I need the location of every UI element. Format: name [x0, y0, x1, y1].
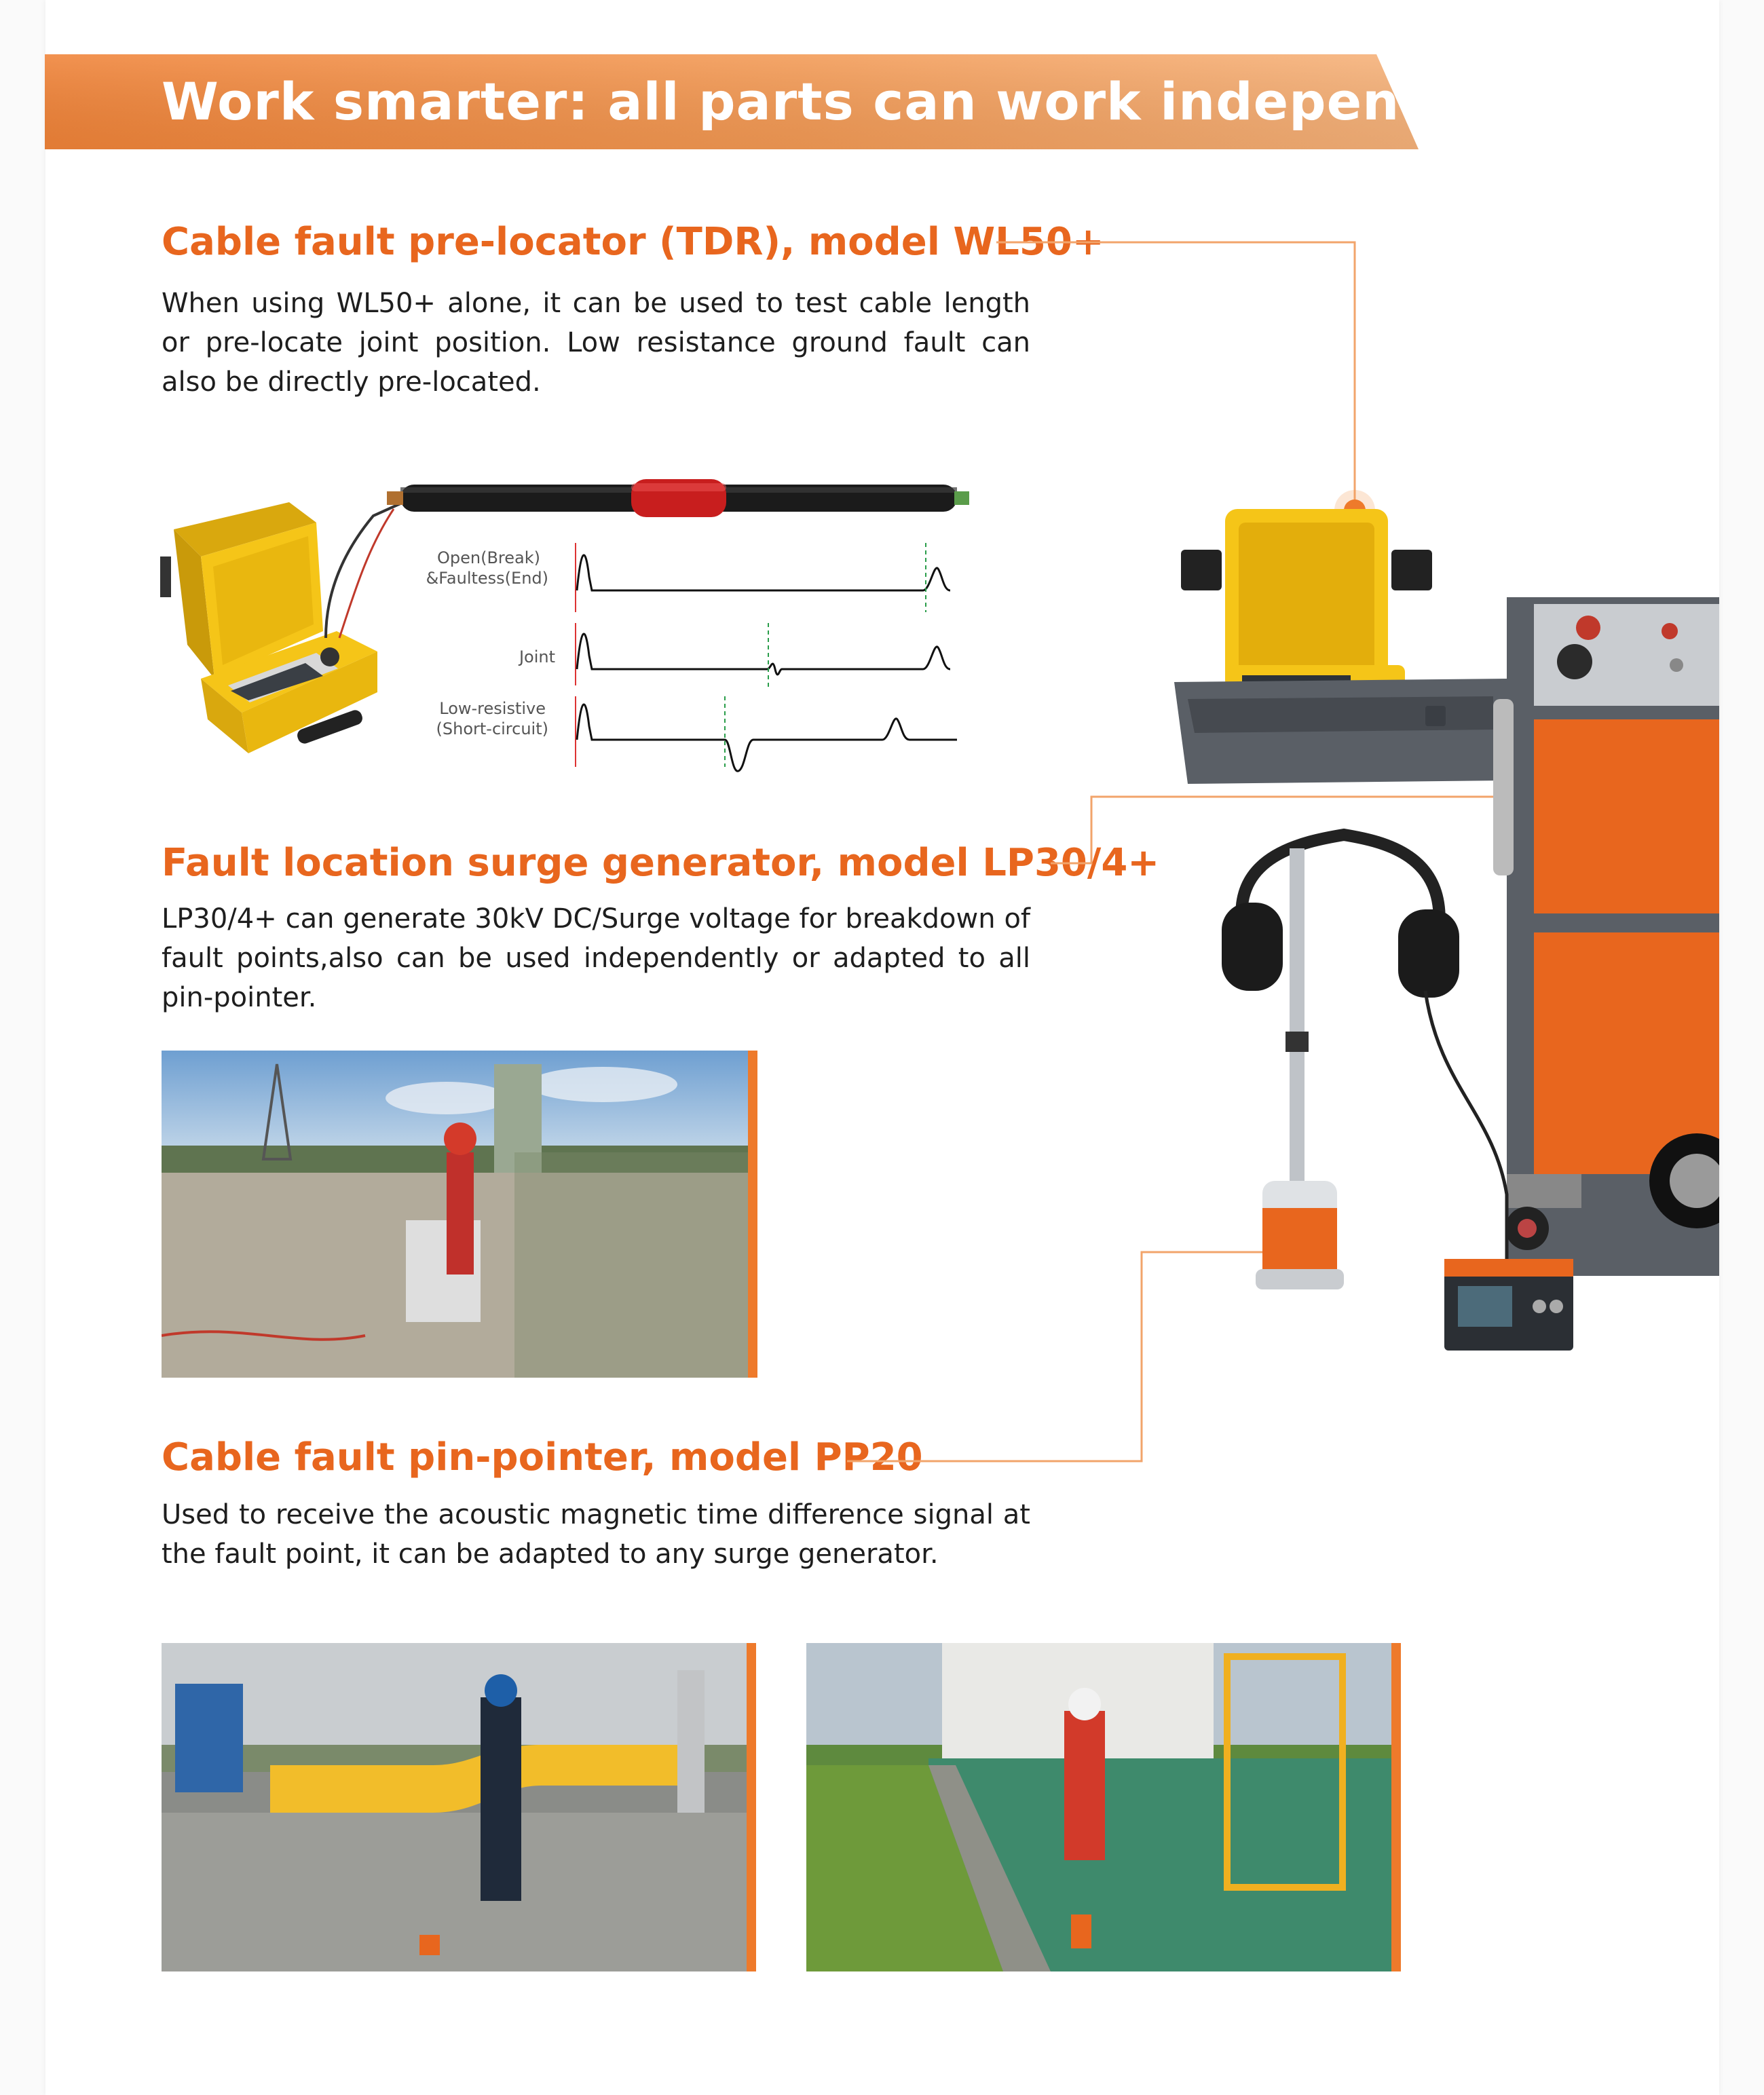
photo-pinpointer-pipeline	[162, 1643, 756, 1971]
section-title-surge: Fault location surge generator, model LP30/4+	[162, 841, 1160, 885]
banner-title: Work smarter: all parts can work independently	[162, 71, 1589, 132]
wave-label-open-1: Open(Break)	[436, 548, 540, 567]
section-title-pinpointer: Cable fault pin-pointer, model PP20	[162, 1435, 923, 1479]
section-body-pinpointer: Used to receive the acoustic magnetic time difference signal at the fault point, it can be adapted to any surge generator.	[162, 1499, 1030, 1570]
photo-accent-bar	[1391, 1643, 1401, 1971]
wave-label-short-1: Low-resistive	[439, 699, 546, 718]
section-body-tdr: When using WL50+ alone, it can be used to test cable length or pre-locate joint position. Low resistance ground fault can also be directly pre-located.	[162, 288, 1030, 398]
photo-accent-bar	[748, 1051, 757, 1378]
cable-icon	[387, 475, 971, 523]
section-title-tdr: Cable fault pre-locator (TDR), model WL50+	[162, 220, 1104, 264]
photo-pinpointer-plant	[806, 1643, 1401, 1971]
photo-surge-field	[162, 1051, 757, 1378]
wave-label-joint: Joint	[519, 647, 555, 666]
tdr-waveform-diagram	[407, 536, 964, 780]
photo-accent-bar	[747, 1643, 756, 1971]
receiver-icon	[1444, 1259, 1573, 1354]
wave-label-open-2: &Faultess(End)	[426, 569, 548, 588]
section-body-surge: LP30/4+ can generate 30kV DC/Surge voltage for breakdown of fault points,also can be used independently or adapted to all pin-pointer.	[162, 903, 1030, 1013]
wave-label-short-2: (Short-circuit)	[436, 719, 548, 738]
